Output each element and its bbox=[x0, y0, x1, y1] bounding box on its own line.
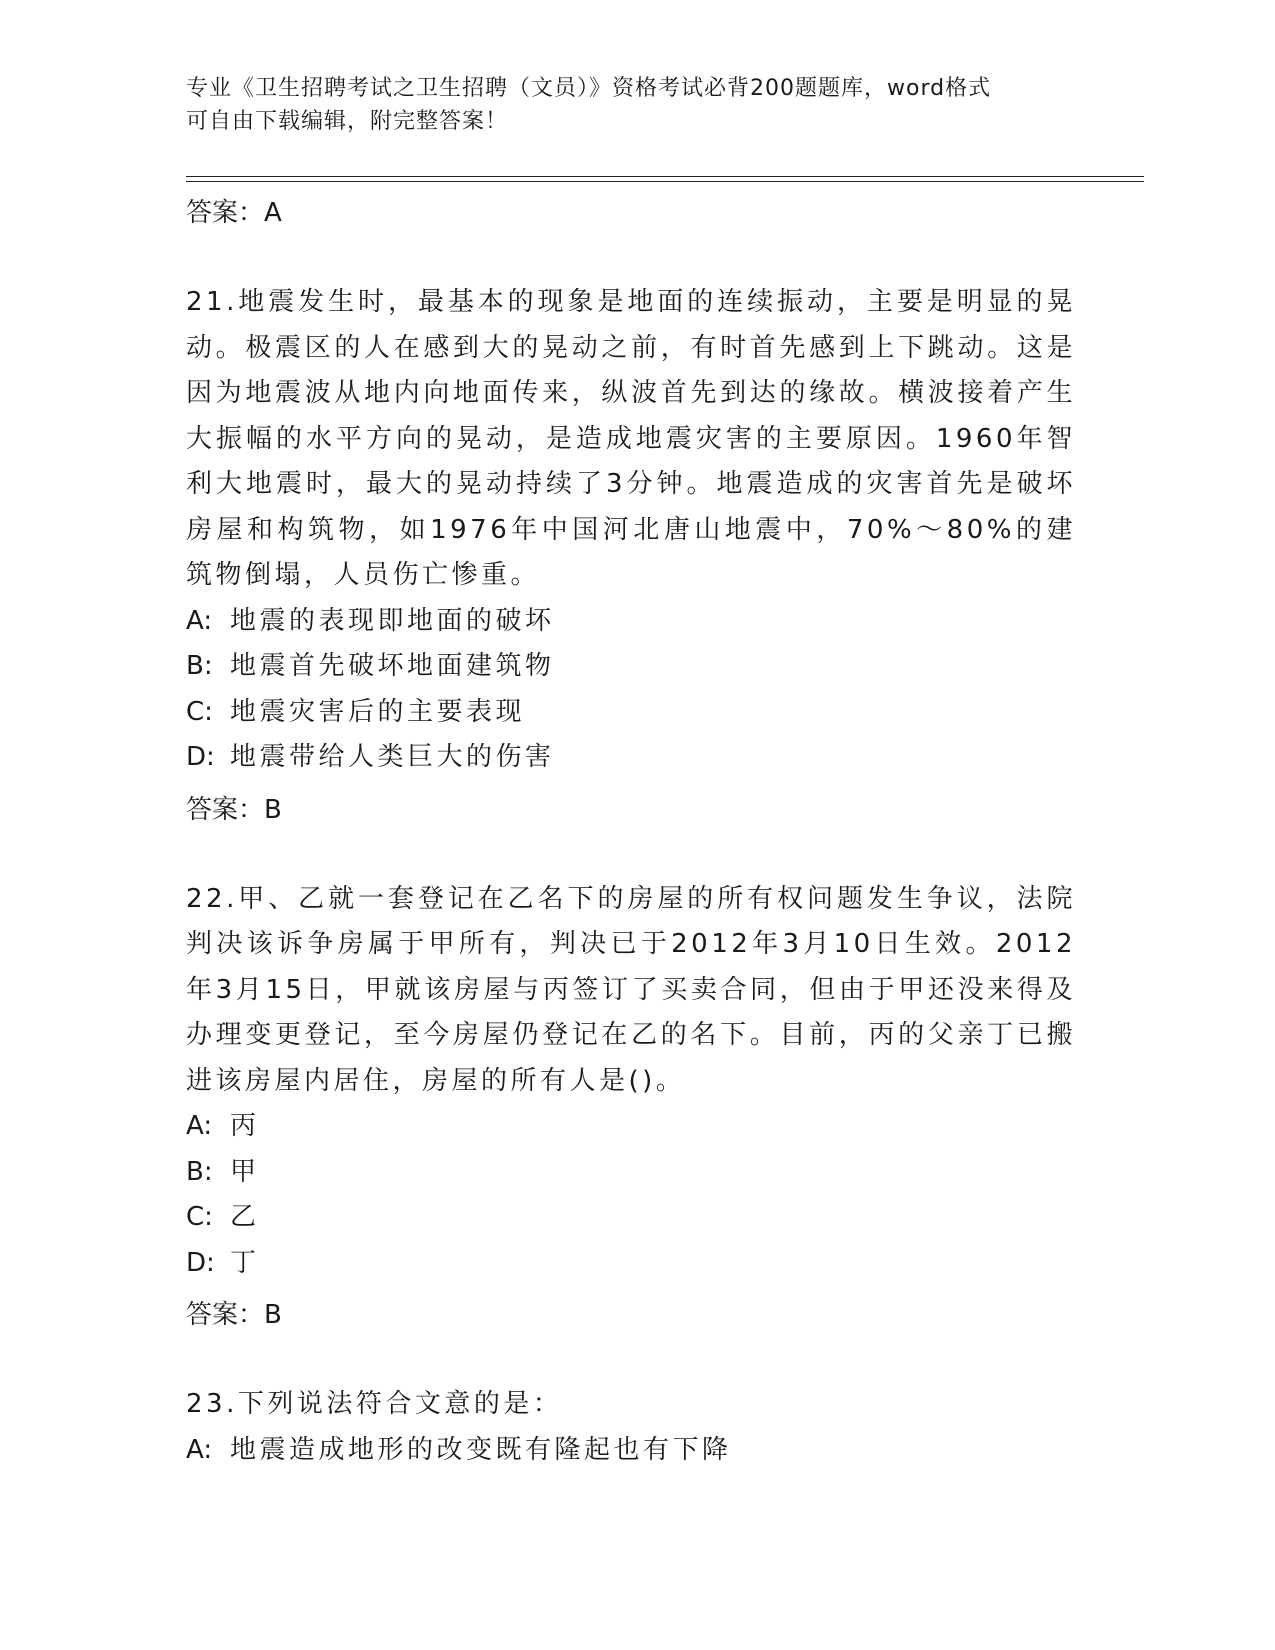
option-text: 地震带给人类巨大的伤害 bbox=[230, 742, 555, 772]
header-divider-bottom bbox=[186, 181, 1144, 182]
option-key: A: bbox=[186, 1111, 213, 1141]
option-key: A: bbox=[186, 605, 213, 636]
option-key: B: bbox=[186, 1156, 213, 1187]
option-a bbox=[186, 599, 1076, 645]
option-text: 丙 bbox=[230, 1111, 260, 1141]
question-22 bbox=[186, 877, 1076, 1339]
option-text: 地震造成地形的改变既有隆起也有下降 bbox=[230, 1434, 732, 1465]
option-d bbox=[186, 1241, 1076, 1287]
option-text: 地震首先破坏地面建筑物 bbox=[230, 651, 555, 681]
document-body bbox=[186, 184, 1076, 1473]
question-23 bbox=[186, 1382, 1076, 1473]
option-key: B: bbox=[186, 651, 213, 681]
option-text: 乙 bbox=[230, 1202, 260, 1232]
option-key: C: bbox=[186, 696, 213, 727]
option-key: D: bbox=[186, 742, 215, 772]
question-answer: 答案：B bbox=[186, 1300, 282, 1330]
option-d bbox=[186, 735, 1076, 781]
option-key: D: bbox=[186, 1247, 215, 1278]
header-line-2: 可自由下载编辑，附完整答案！ bbox=[186, 109, 509, 134]
option-text: 地震的表现即地面的破坏 bbox=[230, 605, 555, 636]
question-answer: 答案：B bbox=[186, 794, 282, 825]
option-text: 丁 bbox=[230, 1247, 260, 1278]
option-text: 地震灾害后的主要表现 bbox=[230, 696, 526, 727]
document-header bbox=[186, 72, 1066, 138]
question-text: 21.地震发生时，最基本的现象是地面的连续振动，主要是明显的晃动。极震区的人在感到大的晃动之前，有时首先感到上下跳动。这是因为地震波从地内向地面传来，纵波首先到达的缘故。横波接着产生大振幅的水平方向的晃动，是造成地震灾害的主要原因。1960年智利大地震时，最大的晃动持续了3分钟。地震造成的灾害首先是破坏房屋和构筑物，如1976年中国河北唐山地震中，70%～80%的建筑物倒塌，人员伤亡惨重。 bbox=[186, 287, 1076, 590]
question-21 bbox=[186, 280, 1076, 833]
option-c bbox=[186, 690, 1076, 736]
question-text: 23.下列说法符合文意的是： bbox=[186, 1389, 563, 1419]
option-a bbox=[186, 1428, 1076, 1474]
header-line-1: 专业《卫生招聘考试之卫生招聘（文员）》资格考试必背200题题库，word格式 bbox=[186, 76, 992, 101]
header-divider-top bbox=[186, 176, 1144, 177]
option-b bbox=[186, 1150, 1076, 1196]
option-key: C: bbox=[186, 1202, 213, 1232]
previous-answer: 答案：A bbox=[186, 198, 282, 228]
option-text: 甲 bbox=[230, 1156, 260, 1187]
option-a bbox=[186, 1104, 1076, 1150]
option-key: A: bbox=[186, 1434, 213, 1465]
question-text: 22.甲、乙就一套登记在乙名下的房屋的所有权问题发生争议，法院判决该诉争房属于甲所有，判决已于2012年3月10日生效。2012年3月15日，甲就该房屋与丙签订了买卖合同，但由于甲还没来得及办理变更登记，至今房屋仍登记在乙的名下。目前，丙的父亲丁已搬进该房屋内居住，房屋的所有人是()。 bbox=[186, 883, 1076, 1096]
option-b bbox=[186, 644, 1076, 690]
option-c bbox=[186, 1195, 1076, 1241]
